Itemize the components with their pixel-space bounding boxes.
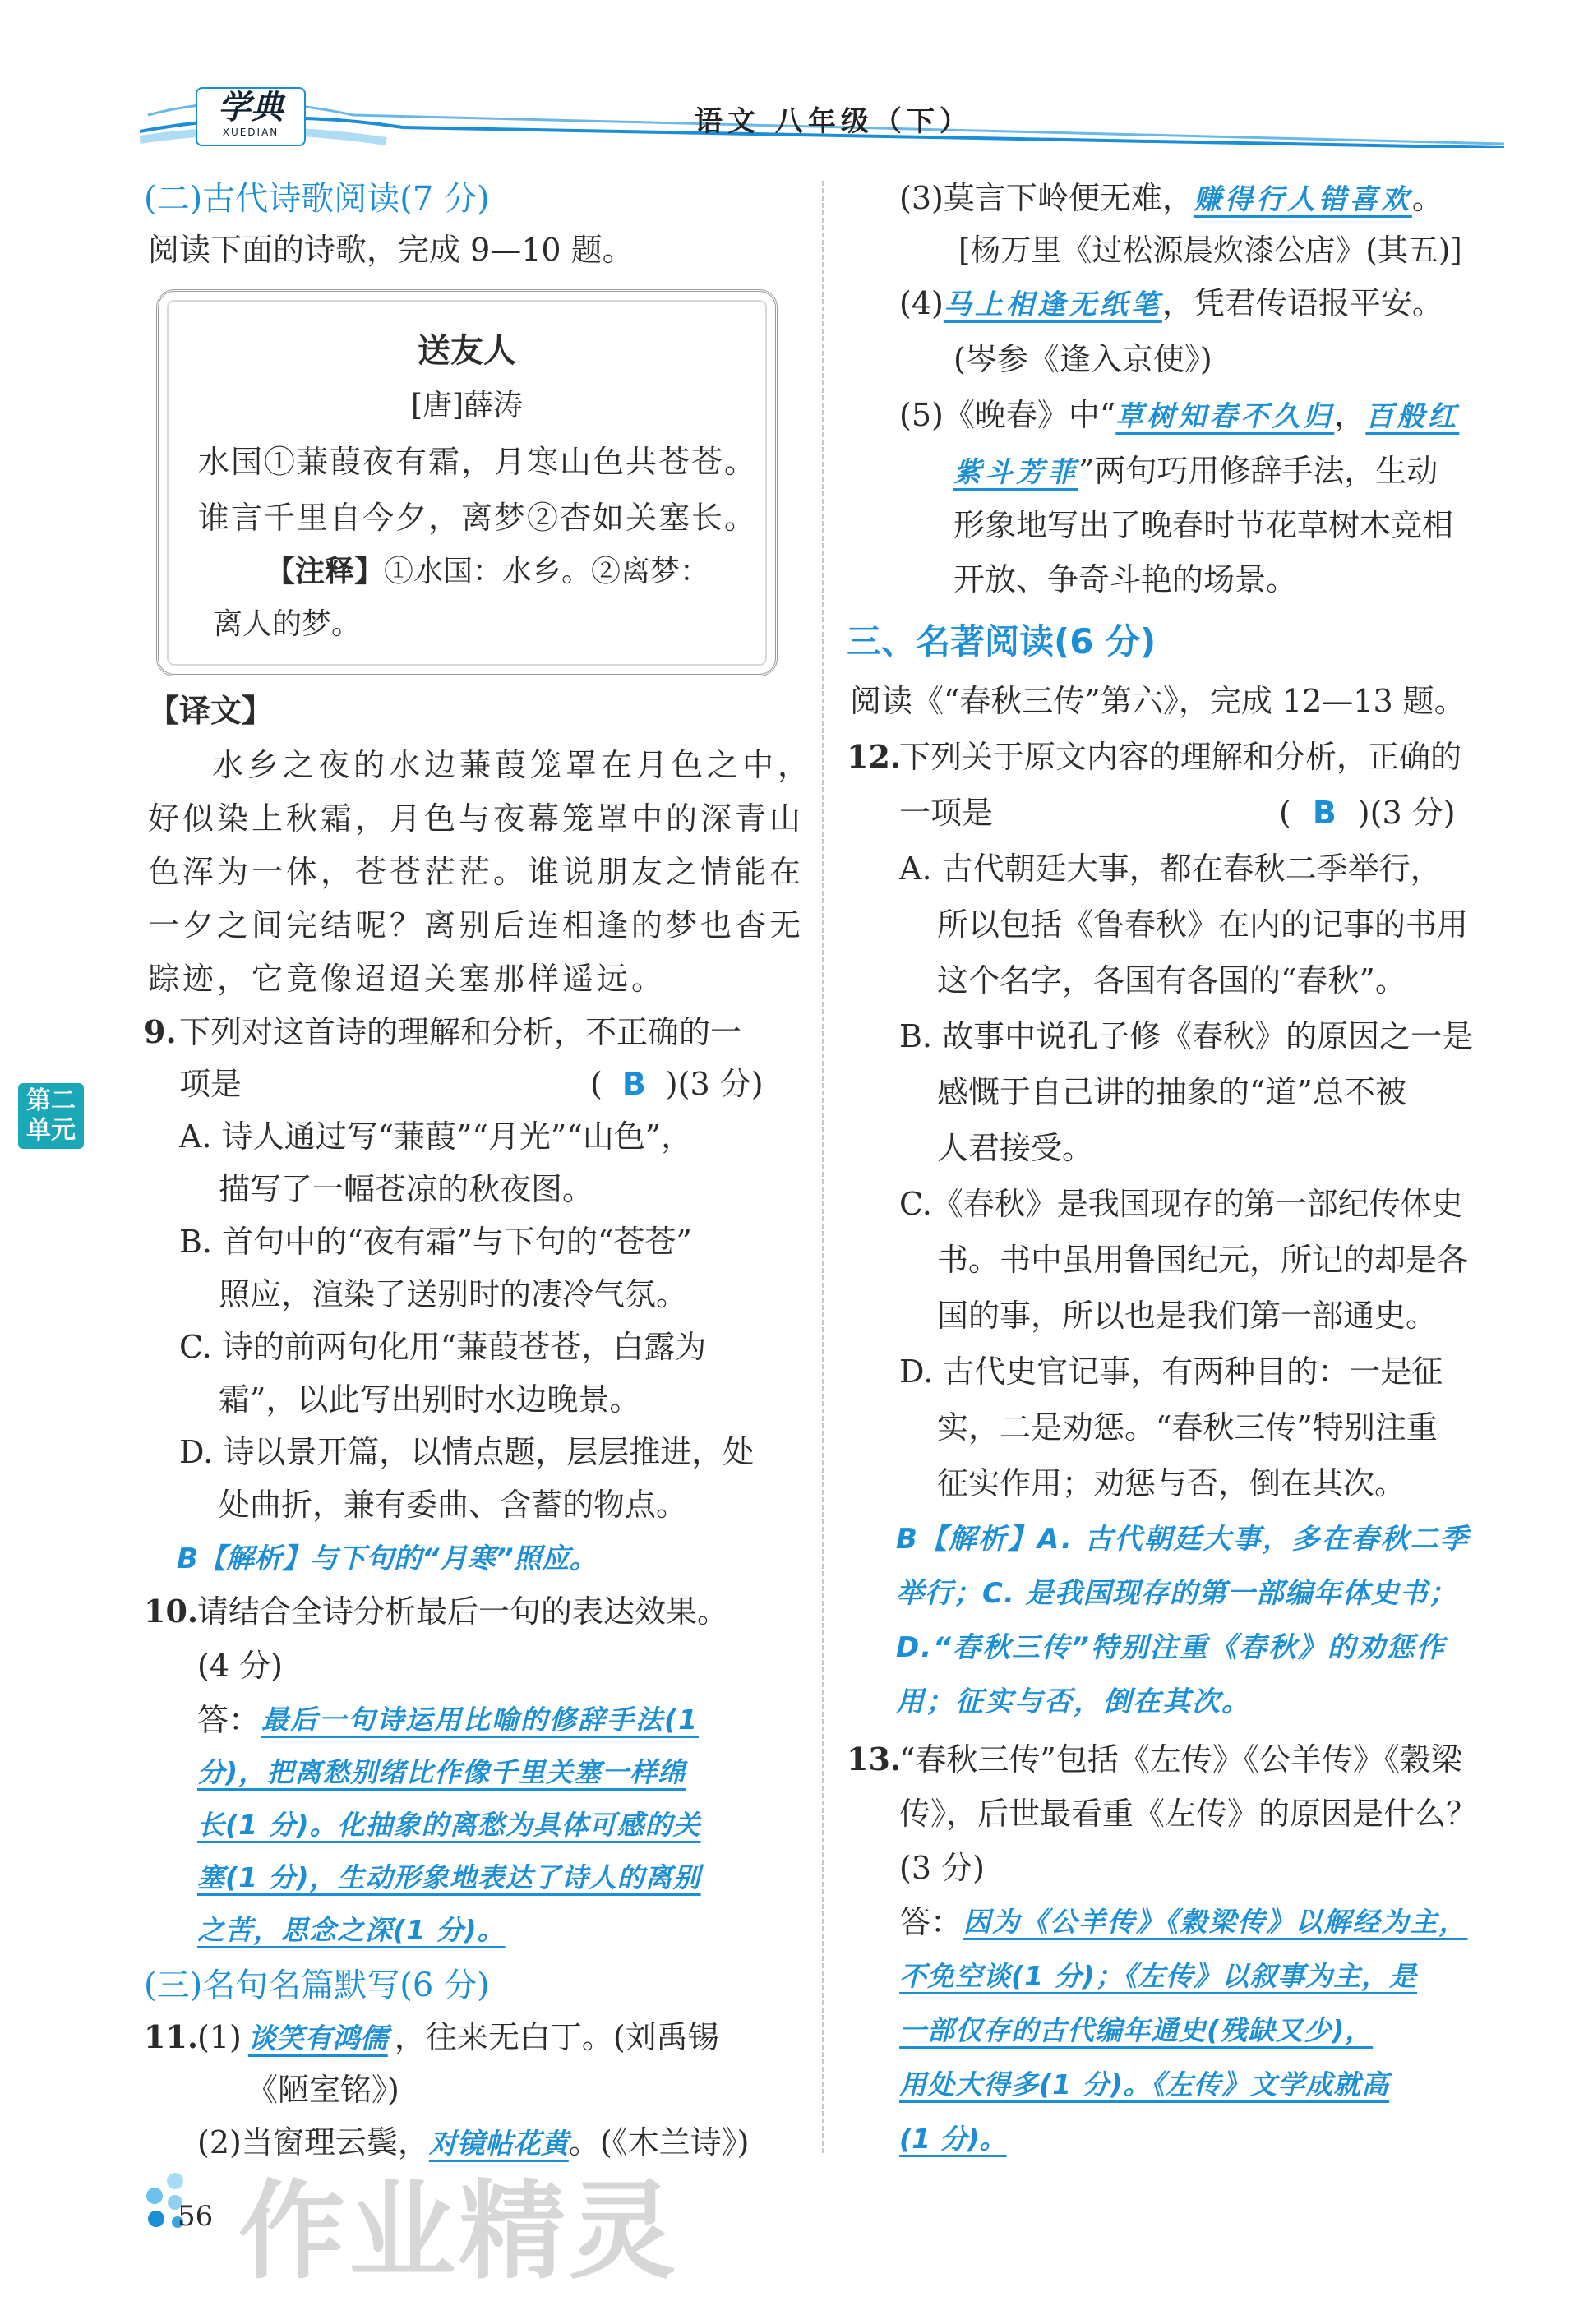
q9-answer: B xyxy=(621,1066,646,1102)
q12-option-b-1: B. 故事中说孔子修《春秋》的原因之一是 xyxy=(899,1018,1474,1054)
q11-item-3-label: (3)莫言下岭便无难， xyxy=(899,180,1194,216)
page-header xyxy=(140,82,1504,148)
q10-answer-line-1: 最后一句诗运用比喻的修辞手法(1 xyxy=(261,1704,700,1736)
unit-side-tab xyxy=(18,1083,84,1149)
q12-analysis-1: B【解析】A. 古代朝廷大事，多在春秋二季 xyxy=(896,1523,1470,1556)
q12-option-c-1: C.《春秋》是我国现存的第一部纪传体史 xyxy=(899,1186,1463,1222)
yiwen-line-4: 一夕之间完结呢？离别后连相逢的梦也杳无 xyxy=(148,907,805,943)
q11-item-5-answer-2a: 百般红 xyxy=(1365,400,1460,433)
yiwen-line-1: 水乡之夜的水边蒹葭笼罩在月色之中， xyxy=(212,747,814,783)
q11-item-5-answer-2b: 紫斗芳菲 xyxy=(953,456,1078,489)
q12-option-b-2: 感慨于自己讲的抽象的“道”总不被 xyxy=(937,1074,1406,1110)
q10-answer-line-5: 之苦，思念之深(1 分)。 xyxy=(197,1914,506,1946)
q10-number: 10. xyxy=(144,1593,199,1630)
q11-item-5-line-2 xyxy=(953,453,1438,489)
q10-stem-2: (4 分) xyxy=(197,1648,283,1684)
q13-answer-line-1: 因为《公羊传》《穀梁传》以解经为主， xyxy=(963,1906,1468,1938)
section-mingzhu-intro: 阅读《“春秋三传”第六》，完成 12—13 题。 xyxy=(850,683,1466,719)
q11-item-5-comma: ， xyxy=(1334,397,1366,433)
q13-stem-1: “春秋三传”包括《左传》《公羊传》《穀梁 xyxy=(899,1741,1462,1778)
q9-option-a-2: 描写了一幅苍凉的秋夜图。 xyxy=(219,1171,594,1207)
q9-option-b-2: 照应，渲染了送别时的凄冷气氛。 xyxy=(219,1276,688,1312)
q12-analysis-4: 用；征实与否，倒在其次。 xyxy=(896,1685,1251,1718)
q11-item-3 xyxy=(899,182,1443,214)
q12-answer: B xyxy=(1312,795,1337,831)
q11-number: 11. xyxy=(144,2018,199,2055)
q12-option-b-3: 人君接受。 xyxy=(937,1130,1094,1166)
q9-option-d-1: D. 诗以景开篇，以情点题，层层推进，处 xyxy=(179,1434,755,1470)
poem-note-2: 离人的梦。 xyxy=(213,607,362,641)
yiwen-label: 【译文】 xyxy=(148,693,274,729)
logo xyxy=(196,87,306,146)
poem-title: 送友人 xyxy=(418,331,516,370)
q9-answer-paren xyxy=(590,1068,764,1100)
q9-analysis: B【解析】与下句的“月寒”照应。 xyxy=(177,1542,598,1575)
q12-paren-open: ( xyxy=(1279,795,1291,831)
q9-paren-open: ( xyxy=(590,1066,603,1102)
q9-stem-1: 下列对这首诗的理解和分析，不正确的一 xyxy=(179,1014,742,1050)
poem-note-line-1 xyxy=(266,548,709,590)
q12-option-a-1: A. 古代朝廷大事，都在春秋二季举行， xyxy=(899,851,1442,887)
q11-item-4 xyxy=(899,285,1443,321)
q13-answer-label: 答： xyxy=(899,1904,963,1940)
q10-answer-line-4: 塞(1 分)，生动形象地表达了诗人的离别 xyxy=(197,1861,701,1893)
section2-intro: 阅读下面的诗歌，完成 9—10 题。 xyxy=(148,232,634,268)
q9-option-c-1: C. 诗的前两句化用“蒹葭苍苍，白露为 xyxy=(179,1329,707,1365)
q9-number: 9. xyxy=(144,1013,177,1050)
q11-item-1-rest: ，往来无白丁。(刘禹锡 xyxy=(394,2019,719,2055)
unit-side-tab-label: 第二单元 xyxy=(26,1086,76,1145)
q11-item-2-label: (2)当窗理云鬓， xyxy=(197,2124,429,2160)
q9-option-d-2: 处曲折，兼有委曲、含蓄的物点。 xyxy=(219,1487,688,1523)
q13-answer-line-3: 一部仅存的古代编年通史(残缺又少)， xyxy=(899,2014,1374,2046)
q11-item-3-source: [杨万里《过松源晨炊漆公店》(其五)] xyxy=(958,233,1462,268)
q12-number: 12. xyxy=(847,738,902,775)
poem-note-label: 【注释】 xyxy=(266,555,385,588)
q11-item-3-answer: 赚得行人错喜欢 xyxy=(1193,183,1412,216)
page-number: 56 xyxy=(178,2200,214,2233)
q11-item-4-source: (岑参《逢入京使》) xyxy=(953,341,1212,377)
q12-option-d-1: D. 古代史官记事，有两种目的：一是征 xyxy=(899,1353,1443,1390)
q12-option-d-2: 实，二是劝惩。“春秋三传”特别注重 xyxy=(937,1409,1438,1446)
q11-item-5-line-4: 开放、争奇斗艳的场景。 xyxy=(953,561,1298,597)
q10-stem-1: 请结合全诗分析最后一句的表达效果。 xyxy=(197,1593,729,1630)
q11-item-5-label: (5)《晚春》中“ xyxy=(899,397,1116,433)
poem-line-1: 水国①蒹葭夜有霜，月寒山色共苍苍。 xyxy=(198,444,758,480)
q12-analysis-3: D.“春秋三传”特别注重《春秋》的劝惩作 xyxy=(896,1631,1446,1664)
yiwen-line-5: 踪迹，它竟像迢迢关塞那样遥远。 xyxy=(148,961,667,997)
q12-stem-1: 下列关于原文内容的理解和分析，正确的 xyxy=(899,739,1462,775)
q11-item-4-rest: ，凭君传语报平安。 xyxy=(1161,285,1443,321)
q11-item-5-line-3: 形象地写出了晚春时节花草树木竞相 xyxy=(953,507,1454,543)
q10-answer-line-2: 分)，把离愁别绪比作像千里关塞一样绵 xyxy=(197,1756,686,1788)
q9-option-a-1: A. 诗人通过写“蒹葭”“月光”“山色”， xyxy=(179,1118,693,1155)
q11-item-1-source: 《陋室铭》) xyxy=(247,2072,399,2108)
q13-answer-line-4: 用处大得多(1 分)。《左传》文学成就高 xyxy=(899,2068,1390,2100)
q11-item-1-label: (1) xyxy=(197,2019,242,2055)
q11-item-4-label: (4) xyxy=(899,285,944,321)
q12-option-a-3: 这个名字，各国有各国的“春秋”。 xyxy=(937,962,1406,998)
yiwen-line-3: 色浑为一体，苍苍茫茫。谁说朋友之情能在 xyxy=(148,854,805,890)
section3-title: (三)名句名篇默写(6 分) xyxy=(144,1967,490,2004)
yiwen-line-2: 好似染上秋霜，月色与夜幕笼罩中的深青山 xyxy=(148,800,805,837)
q11-item-3-end: 。 xyxy=(1411,180,1443,216)
q12-option-d-3: 征实作用；劝惩与否，倒在其次。 xyxy=(937,1465,1406,1501)
q13-answer-line-5: (1 分)。 xyxy=(899,2123,1007,2155)
q11-item-5 xyxy=(899,399,1459,431)
column-divider xyxy=(822,181,824,2153)
q9-score: )(3 分) xyxy=(665,1066,764,1102)
q12-answer-paren xyxy=(1279,795,1456,831)
q12-score: )(3 分) xyxy=(1357,795,1456,831)
section2-title: (二)古代诗歌阅读(7 分) xyxy=(144,180,490,218)
q9-stem-2: 项是 xyxy=(179,1066,242,1102)
q10-answer-line-3: 长(1 分)。化抽象的离愁为具体可感的关 xyxy=(197,1809,701,1841)
logo-text: 学典 xyxy=(218,88,284,127)
q9-option-b-1: B. 首句中的“夜有霜”与下句的“苍苍” xyxy=(179,1224,692,1260)
q11-item-5-answer-1: 草树知春不久归 xyxy=(1115,400,1335,433)
q11-item-4-answer: 马上相逢无纸笔 xyxy=(943,288,1162,321)
q11-item-5-rest: ”两句巧用修辞手法，生动 xyxy=(1078,453,1438,489)
q13-stem-3: (3 分) xyxy=(899,1850,985,1886)
q11-item-1-answer: 谈笑有鸿儒 xyxy=(247,2022,388,2055)
logo-subtext: XUEDIAN xyxy=(222,127,279,138)
q11-item-1 xyxy=(197,2019,719,2055)
q12-option-c-2: 书。书中虽用鲁国纪元，所记的却是各 xyxy=(937,1242,1469,1278)
q12-option-c-3: 国的事，所以也是我们第一部通史。 xyxy=(937,1298,1438,1334)
q12-analysis-2: 举行；C. 是我国现存的第一部编年体史书； xyxy=(896,1577,1457,1610)
watermark: 作业精灵 xyxy=(238,2169,680,2294)
q11-item-2 xyxy=(197,2124,750,2160)
q11-item-2-answer: 对镜帖花黄 xyxy=(428,2128,569,2160)
q13-stem-2: 传》，后世最看重《左传》的原因是什么？ xyxy=(899,1796,1478,1832)
poem-box xyxy=(156,289,778,676)
poem-note-1: ①水国：水乡。②离梦： xyxy=(384,555,710,588)
poem-author: [唐]薛涛 xyxy=(410,389,524,422)
poem-line-2: 谁言千里自今夕，离梦②杳如关塞长。 xyxy=(198,500,758,536)
q11-item-2-rest: 。(《木兰诗》) xyxy=(568,2124,750,2160)
q13-number: 13. xyxy=(847,1741,902,1778)
section-mingzhu-title: 三、名著阅读(6 分) xyxy=(847,621,1157,662)
q12-option-a-2: 所以包括《鲁春秋》在内的记事的书用 xyxy=(937,906,1469,943)
subject-label: 语文 八年级（下） xyxy=(695,105,972,138)
q13-answer-line-2: 不免空谈(1 分)；《左传》以叙事为主，是 xyxy=(899,1960,1418,1992)
q9-option-c-2: 霜”，以此写出别时水边晚景。 xyxy=(219,1381,641,1418)
q12-stem-2: 一项是 xyxy=(899,795,994,831)
q10-answer-label: 答： xyxy=(197,1702,261,1738)
